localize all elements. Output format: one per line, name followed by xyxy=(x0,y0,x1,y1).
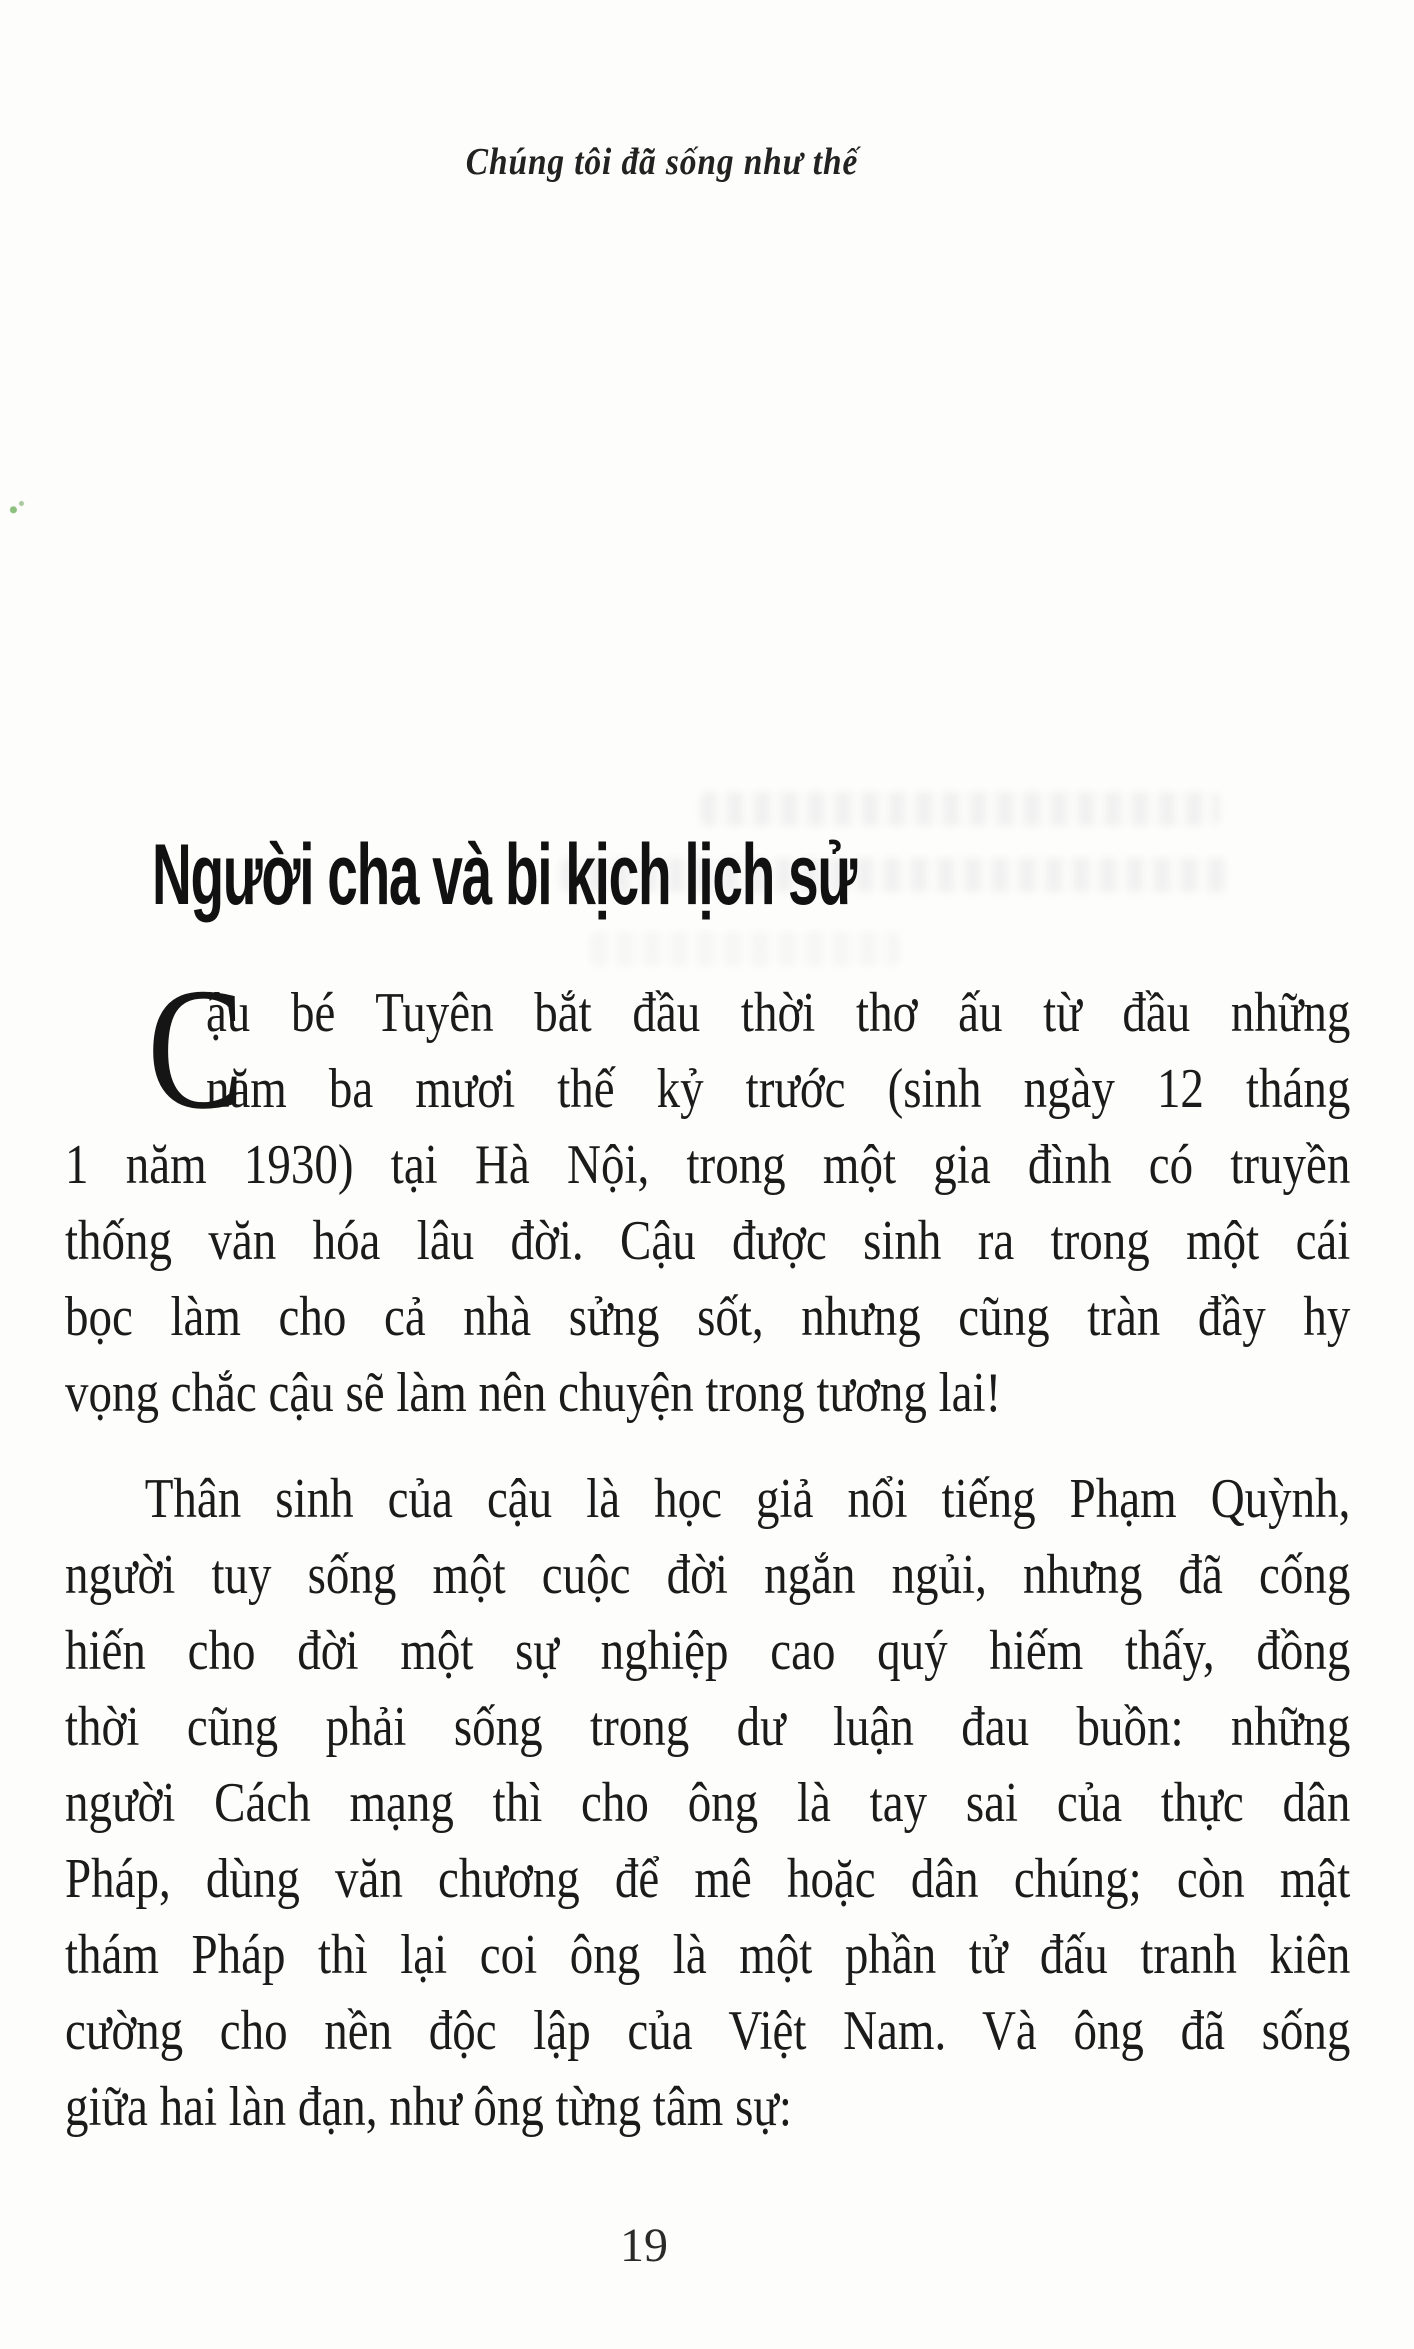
chapter-title: Người cha và bi kịch lịch sử xyxy=(152,826,856,923)
showthrough-smudge xyxy=(700,792,1220,826)
body-text-line: Pháp, dùng văn chương để mê hoặc dân chúng; còn mật xyxy=(65,1848,1351,1910)
body-text-line: 1 năm 1930) tại Hà Nội, trong một gia đình có truyền xyxy=(65,1134,1351,1196)
running-header: Chúng tôi đã sống như thế xyxy=(465,141,859,183)
body-text-line: vọng chắc cậu sẽ làm nên chuyện trong tương lai! xyxy=(65,1362,1002,1424)
body-text-block xyxy=(65,952,1351,2145)
showthrough-smudge xyxy=(590,932,900,966)
paragraph-lines xyxy=(65,952,1351,1431)
body-text-line: thám Pháp thì lại coi ông là một phần tử đấu tranh kiên xyxy=(65,1924,1351,1986)
body-text-line: bọc làm cho cả nhà sửng sốt, nhưng cũng tràn đầy hy xyxy=(65,1286,1351,1348)
body-text-line: người Cách mạng thì cho ông là tay sai của thực dân xyxy=(65,1772,1351,1834)
body-text-line: năm ba mươi thế kỷ trước (sinh ngày 12 tháng xyxy=(205,1058,1351,1120)
paragraph-opening xyxy=(65,952,1351,1431)
body-text-line: thống văn hóa lâu đời. Cậu được sinh ra trong một cái xyxy=(65,1210,1351,1272)
paragraph-second xyxy=(65,1461,1350,2145)
body-text-line: ậu bé Tuyên bắt đầu thời thơ ấu từ đầu những xyxy=(205,982,1351,1044)
scan-artifact-speck xyxy=(8,500,26,514)
paragraph-lines xyxy=(65,1461,1350,2145)
body-text-line: cường cho nền độc lập của Việt Nam. Và ông đã sống xyxy=(65,2000,1351,2062)
body-text-line: Thân sinh của cậu là học giả nổi tiếng Phạm Quỳnh, xyxy=(144,1468,1351,1530)
body-text-line: giữa hai làn đạn, như ông từng tâm sự: xyxy=(65,2076,792,2138)
page-number: 19 xyxy=(620,2219,668,2272)
body-text-line: người tuy sống một cuộc đời ngắn ngủi, nhưng đã cống xyxy=(65,1544,1351,1606)
body-text-line: thời cũng phải sống trong dư luận đau buồn: những xyxy=(65,1696,1351,1758)
drop-cap-letter: C xyxy=(147,952,245,1145)
body-text-line: hiến cho đời một sự nghiệp cao quý hiếm thấy, đồng xyxy=(65,1620,1351,1682)
